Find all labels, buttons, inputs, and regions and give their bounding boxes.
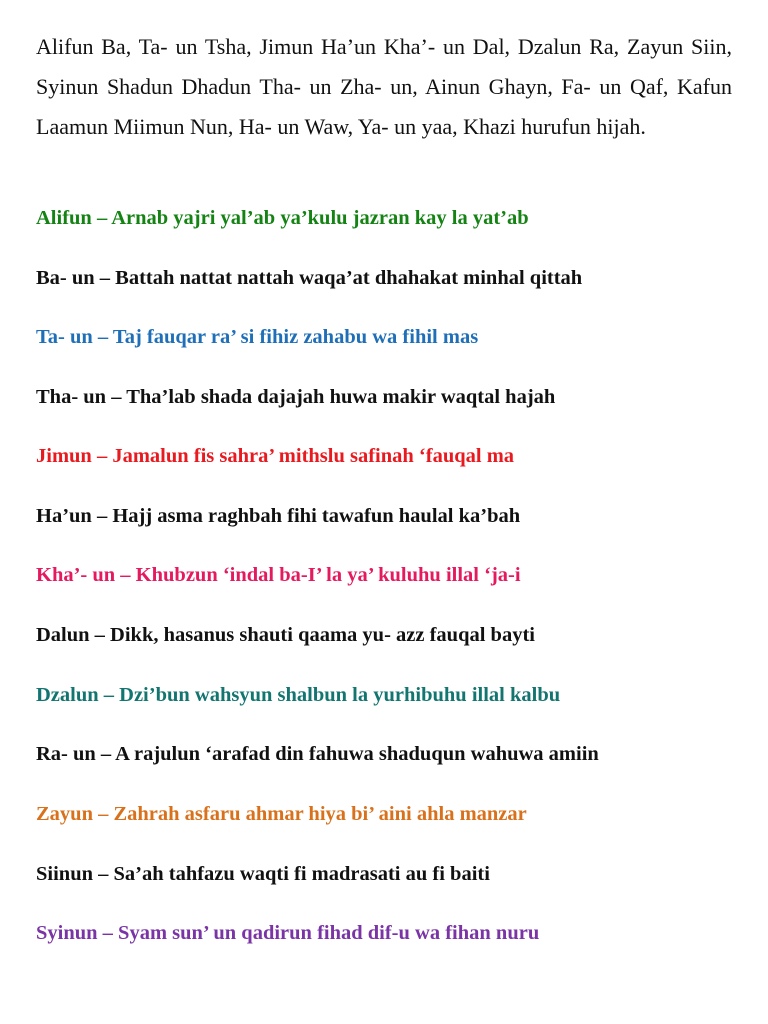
verse-line: Ha’un – Hajj asma raghbah fihi tawafun haulal ka’bah <box>36 505 521 527</box>
verse-line: Dzalun – Dzi’bun wahsyun shalbun la yurhibuhu illal kalbu <box>36 684 561 706</box>
verse-line: Ra- un – A rajulun ‘arafad din fahuwa shaduqun wahuwa amiin <box>36 743 599 765</box>
verse-line: Zayun – Zahrah asfaru ahmar hiya bi’ aini ahla manzar <box>36 803 527 825</box>
verse-line: Kha’- un – Khubzun ‘indal ba-I’ la ya’ kuluhu illal ‘ja-i <box>36 564 521 586</box>
verse-line: Syinun – Syam sun’ un qadirun fihad dif-u wa fihan nuru <box>36 922 540 944</box>
verse-line: Dalun – Dikk, hasanus shauti qaama yu- azz fauqal bayti <box>36 624 535 646</box>
verse-line: Ba- un – Battah nattat nattah waqa’at dhahakat minhal qittah <box>36 267 583 289</box>
verse-line: Siinun – Sa’ah tahfazu waqti fi madrasati au fi baiti <box>36 863 490 885</box>
verse-line: Tha- un – Tha’lab shada dajajah huwa makir waqtal hajah <box>36 386 556 408</box>
verse-line: Ta- un – Taj fauqar ra’ si fihiz zahabu wa fihil mas <box>36 326 479 348</box>
verse-line: Alifun – Arnab yajri yal’ab ya’kulu jazran kay la yat’ab <box>36 207 529 229</box>
intro-paragraph: Alifun Ba, Ta- un Tsha, Jimun Ha’un Kha’- un Dal, Dzalun Ra, Zayun Siin, Syinun Shadun Dhadun Tha- un Zha- un, Ainun Ghayn, Fa- un Qaf, Kafun Laamun Miimun Nun, Ha- un Waw, Ya- un yaa, Khazi hurufun hijah. <box>36 34 732 139</box>
verse-line: Jimun – Jamalun fis sahra’ mithslu safinah ‘fauqal ma <box>36 445 515 467</box>
